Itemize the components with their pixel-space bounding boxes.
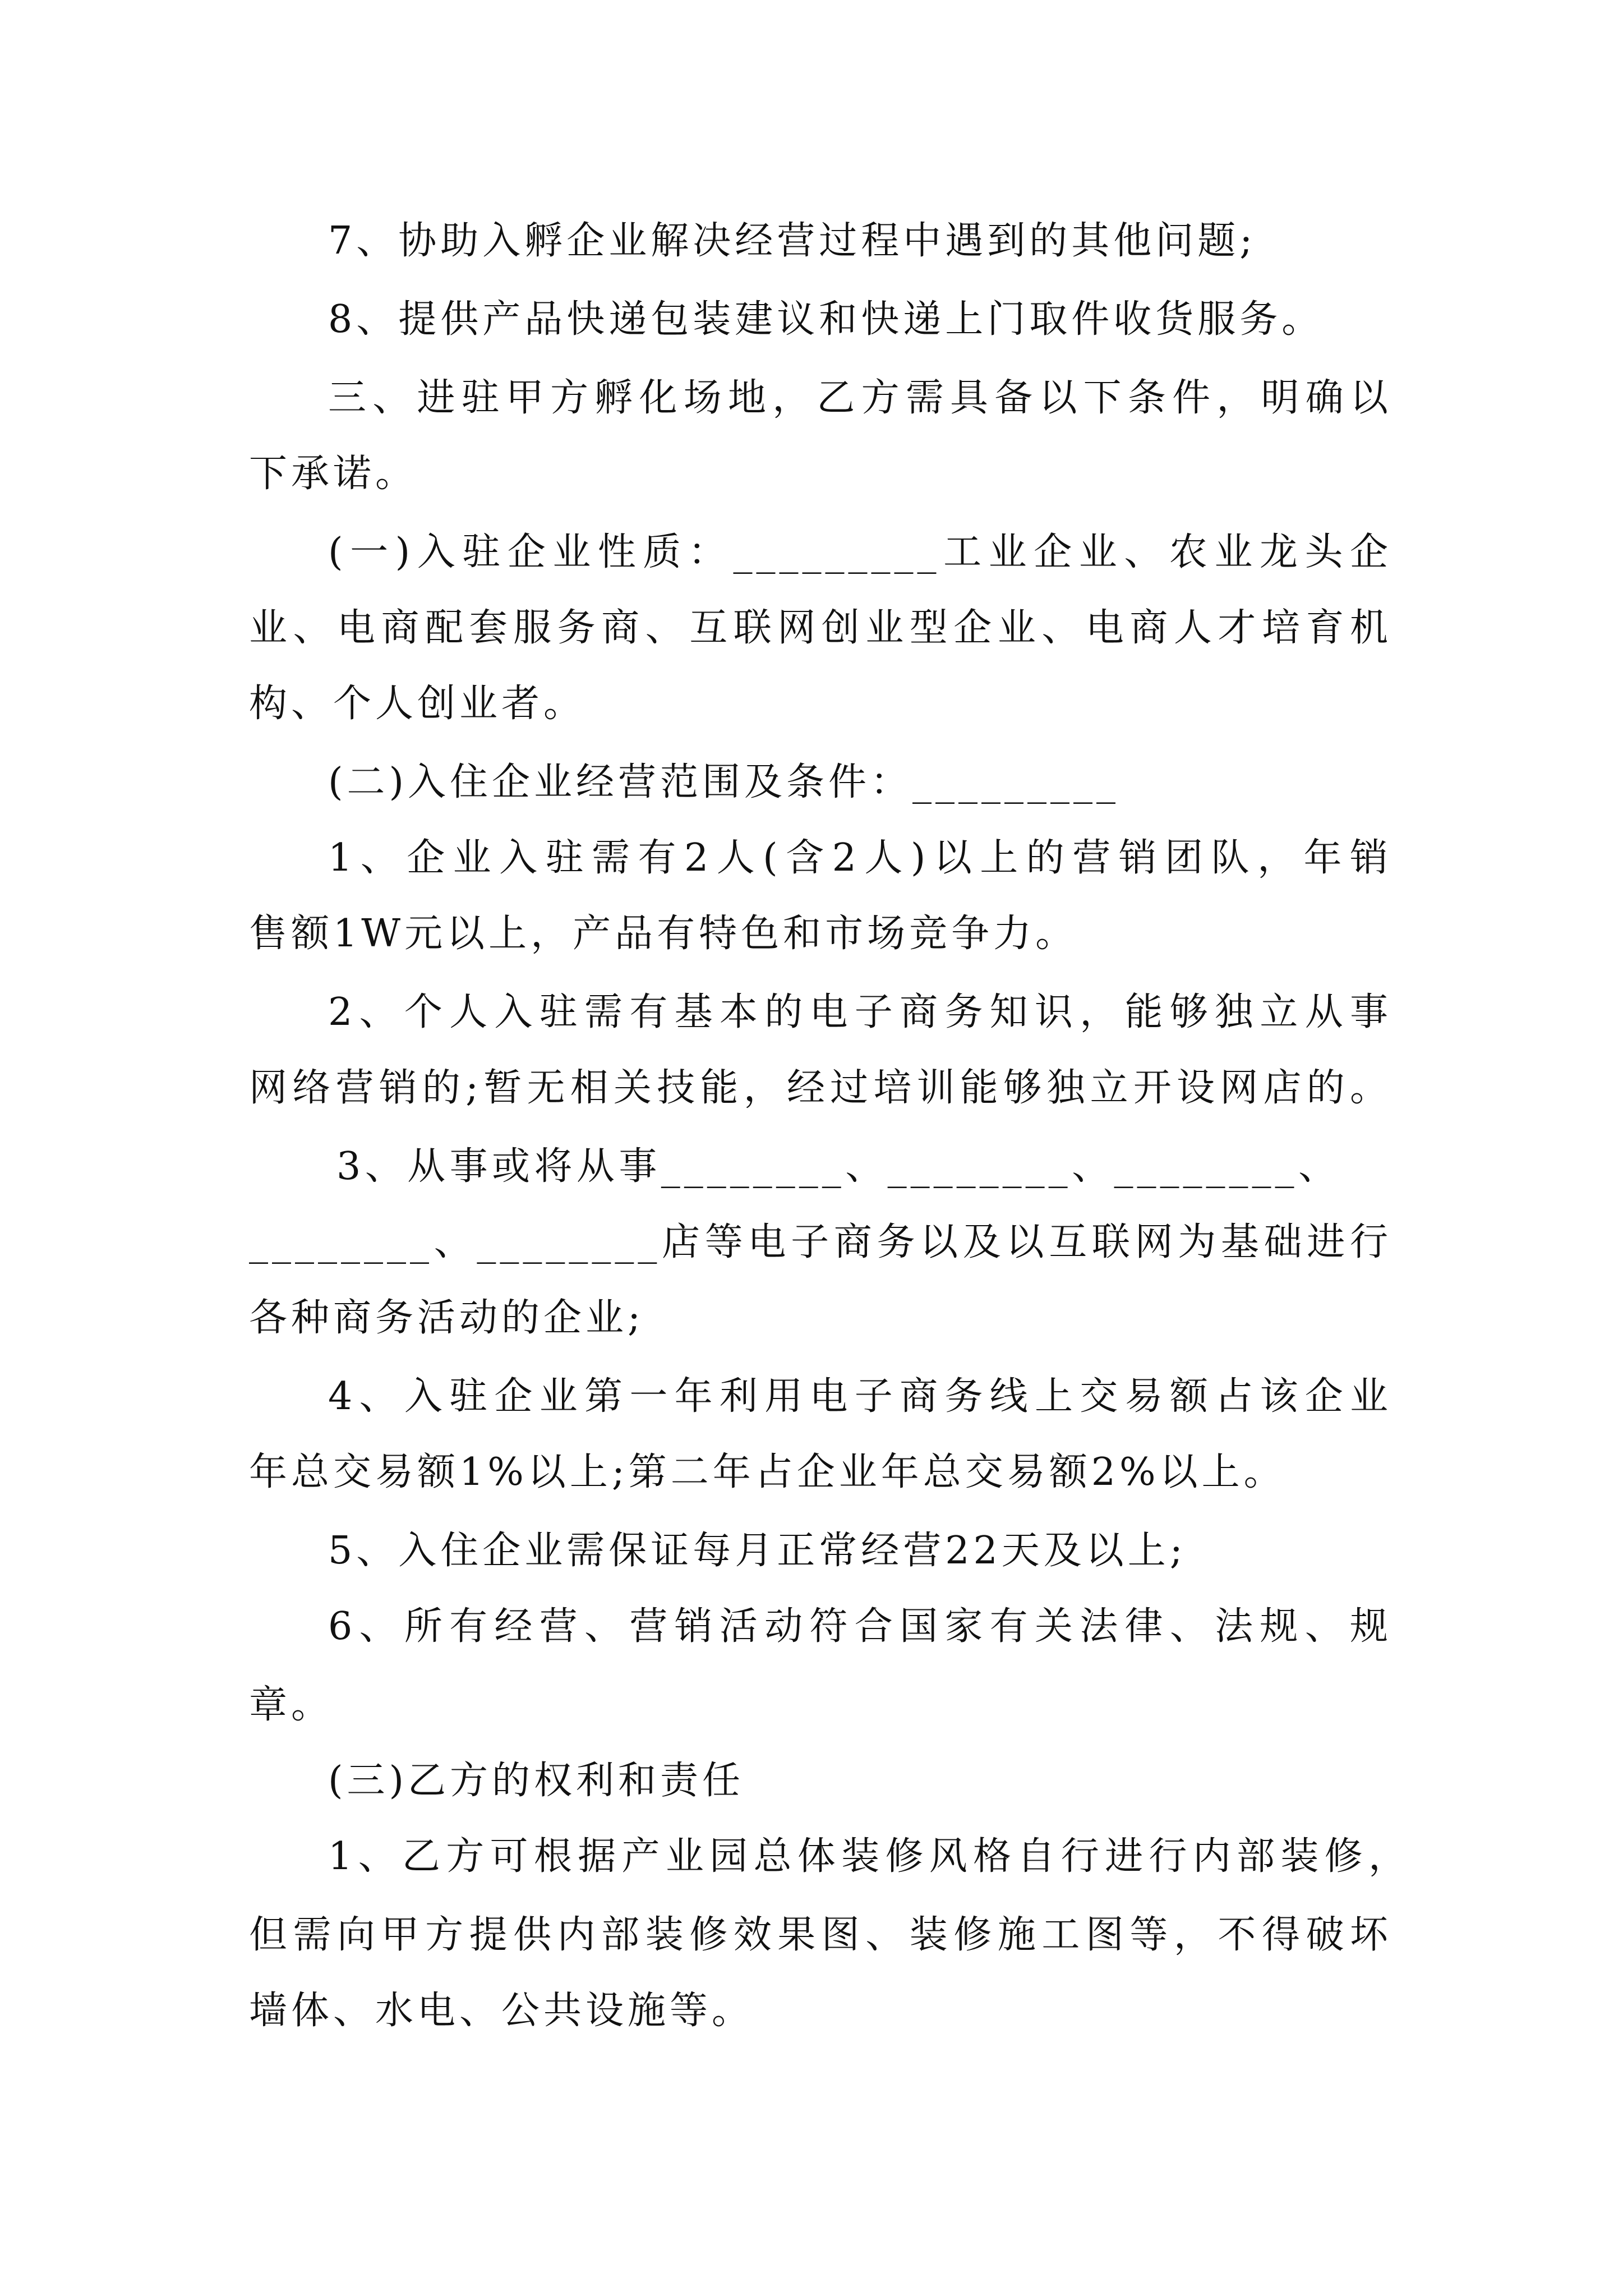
text-line: 售额1W元以上，产品有特色和市场竞争力。 [249, 912, 1078, 956]
text-line: 2、个人入驻需有基本的电子商务知识，能够独立从事 [328, 990, 1392, 1034]
text-line: 4、入驻企业第一年利用电子商务线上交易额占该企业 [328, 1374, 1392, 1419]
text-line: 3、从事或将从事________、________、________、 [336, 1144, 1340, 1189]
text-line: 三、进驻甲方孵化场地，乙方需具备以下条件，明确以 [328, 376, 1392, 420]
text-line: 但需向甲方提供内部装修效果图、装修施工图等，不得破坏 [249, 1913, 1392, 1957]
text-line: (二)入住企业经营范围及条件：_________ [328, 760, 1120, 804]
text-line: 1、乙方可根据产业园总体装修风格自行进行内部装修， [328, 1834, 1410, 1879]
text-line: 章。 [249, 1683, 334, 1727]
text-line: 6、所有经营、营销活动符合国家有关法律、法规、规 [328, 1604, 1392, 1649]
text-line: (一)入驻企业性质：_________工业企业、农业龙头企 [328, 530, 1392, 574]
text-line: 5、入住企业需保证每月正常经营22天及以上; [328, 1529, 1187, 1573]
text-line: 下承诺。 [249, 452, 418, 496]
text-line: (三)乙方的权利和责任 [328, 1759, 745, 1803]
text-line: 构、个人创业者。 [249, 682, 586, 726]
text-line: 年总交易额1%以上;第二年占企业年总交易额2%以上。 [249, 1450, 1286, 1494]
text-line: 1、企业入驻需有2人(含2人)以上的营销团队，年销 [328, 836, 1392, 880]
text-line: ________、________店等电子商务以及以互联网为基础进行 [249, 1220, 1392, 1264]
text-line: 7、协助入孵企业解决经营过程中遇到的其他问题; [328, 219, 1257, 263]
text-line: 网络营销的;暂无相关技能，经过培训能够独立开设网店的。 [249, 1066, 1392, 1110]
text-line: 各种商务活动的企业; [249, 1296, 644, 1340]
text-line: 墙体、水电、公共设施等。 [249, 1989, 754, 2033]
text-line: 8、提供产品快递包装建议和快递上门取件收货服务。 [328, 297, 1324, 342]
text-line: 业、电商配套服务商、互联网创业型企业、电商人才培育机 [249, 606, 1392, 650]
